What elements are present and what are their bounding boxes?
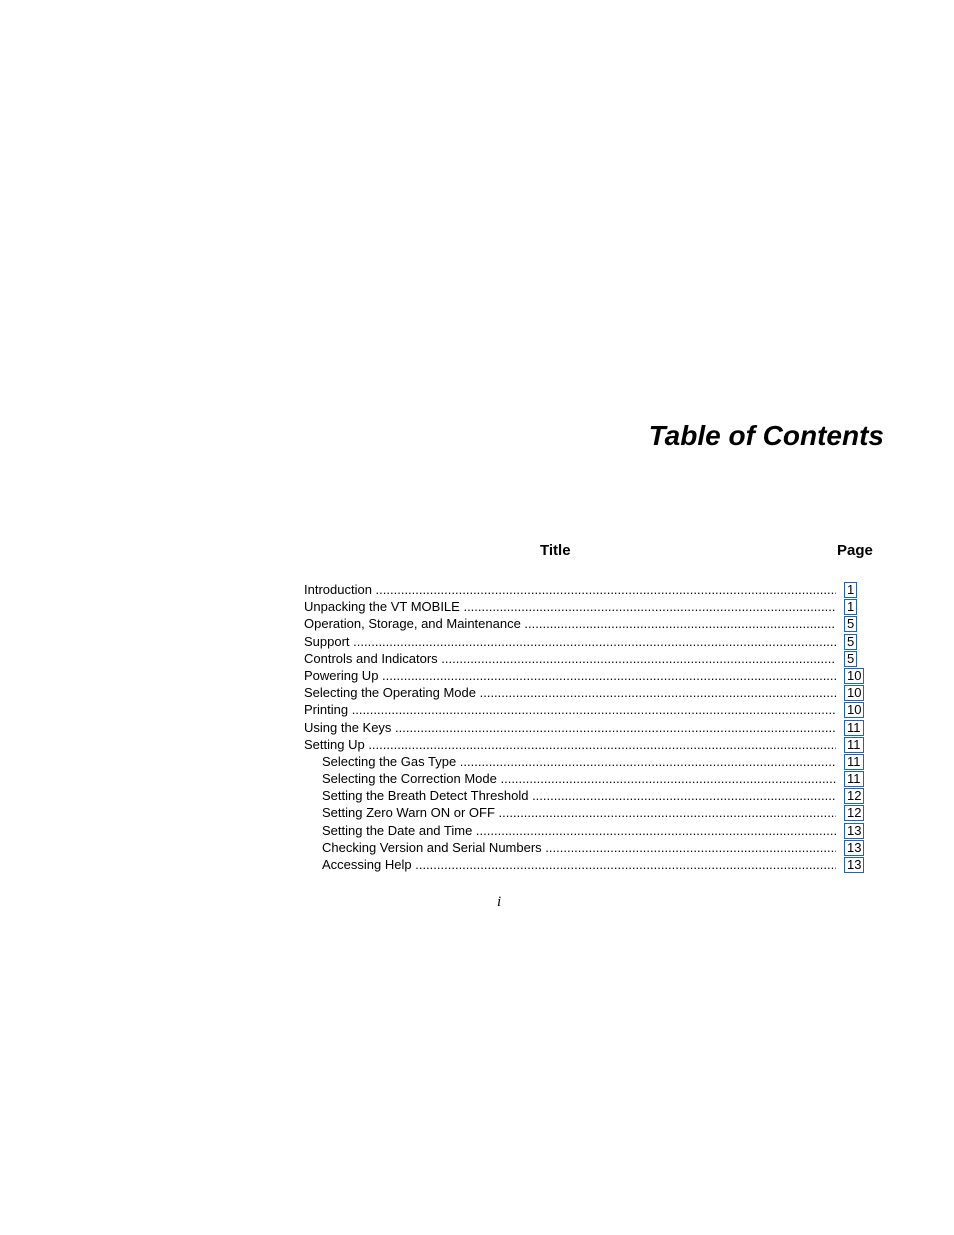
toc-entry — [304, 581, 866, 598]
toc-page-link[interactable]: 10 — [844, 685, 864, 701]
toc-page-link[interactable]: 11 — [844, 754, 864, 770]
toc-entry-label: Introduction ..... — [304, 581, 836, 598]
toc-entry-label: Setting the Date and Time ..... — [322, 822, 836, 839]
toc-entry-label: Support ..... — [304, 633, 836, 650]
toc-entry — [304, 667, 866, 684]
toc-entry — [304, 650, 866, 667]
toc-entry-label: Setting the Breath Detect Threshold ..... — [322, 787, 836, 804]
toc-entry — [304, 598, 866, 615]
toc-page-link[interactable]: 11 — [844, 737, 864, 753]
toc-entry-label: Accessing Help ..... — [322, 856, 836, 873]
toc-entry — [304, 701, 866, 718]
toc-page-link[interactable]: 12 — [844, 805, 864, 821]
page-number: i — [497, 894, 502, 910]
toc-entry — [304, 804, 866, 821]
toc-entry — [304, 822, 866, 839]
toc-entry — [304, 719, 866, 736]
toc-entry — [304, 615, 866, 632]
toc-entry-label: Selecting the Gas Type ..... — [322, 753, 836, 770]
toc-entry — [304, 753, 866, 770]
toc-page-link[interactable]: 10 — [844, 668, 864, 684]
toc-entry-label: Checking Version and Serial Numbers ..... — [322, 839, 836, 856]
toc-page-link[interactable]: 5 — [844, 616, 857, 632]
toc-entry — [304, 633, 866, 650]
toc-entry-label: Unpacking the VT MOBILE ..... — [304, 598, 836, 615]
toc-entry-label: Controls and Indicators ..... — [304, 650, 836, 667]
toc-entry-label: Selecting the Correction Mode ..... — [322, 770, 836, 787]
toc-entry-label: Selecting the Operating Mode ..... — [304, 684, 836, 701]
toc-entry — [304, 770, 866, 787]
toc-entry — [304, 684, 866, 701]
toc-entry-label: Setting Up ..... — [304, 736, 836, 753]
toc-entry — [304, 736, 866, 753]
column-heading-title: Title — [540, 542, 571, 559]
toc-page-link[interactable]: 1 — [844, 582, 857, 598]
toc-entry-label: Powering Up ..... — [304, 667, 836, 684]
toc-page-link[interactable]: 11 — [844, 720, 864, 736]
toc-page-link[interactable]: 1 — [844, 599, 857, 615]
toc-entry — [304, 839, 866, 856]
toc-entry-label: Using the Keys ..... — [304, 719, 836, 736]
toc-page-link[interactable]: 12 — [844, 788, 864, 804]
toc-page-link[interactable]: 5 — [844, 634, 857, 650]
toc-list — [304, 581, 866, 873]
toc-page-link[interactable]: 10 — [844, 702, 864, 718]
toc-page-link[interactable]: 13 — [844, 840, 864, 856]
toc-page-link[interactable]: 5 — [844, 651, 857, 667]
column-heading-page: Page — [837, 542, 873, 559]
toc-entry — [304, 787, 866, 804]
toc-entry-label: Operation, Storage, and Maintenance ..... — [304, 615, 836, 632]
toc-entry-label: Setting Zero Warn ON or OFF ..... — [322, 804, 836, 821]
toc-entry-label: Printing ..... — [304, 701, 836, 718]
toc-page-link[interactable]: 11 — [844, 771, 864, 787]
toc-page-link[interactable]: 13 — [844, 823, 864, 839]
page-title: Table of Contents — [648, 420, 884, 451]
toc-page-link[interactable]: 13 — [844, 857, 864, 873]
toc-entry — [304, 856, 866, 873]
